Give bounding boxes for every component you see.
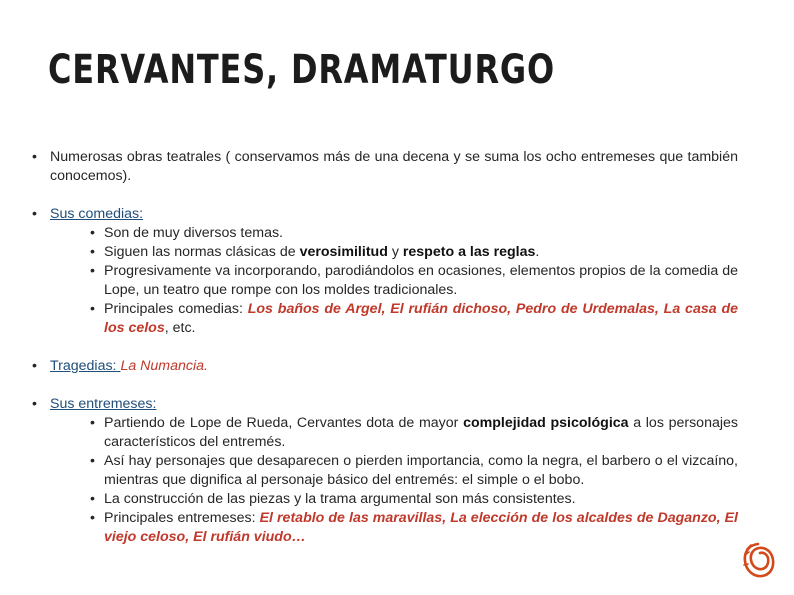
intro-text: Numerosas obras teatrales ( conservamos más de una decena y se suma los ocho entremeses que también conocemos). (50, 149, 738, 184)
item-text: , etc. (164, 320, 196, 336)
section-comedias (32, 205, 738, 338)
tragedias-work: La Numancia. (120, 358, 208, 374)
item-text: a los personajes característicos del entremés. (104, 415, 738, 450)
item-text: . (535, 244, 540, 260)
item-text: Progresivamente va incorporando, parodiándolos en ocasiones, elementos propios de la comedia de Lope, un teatro que rompe con los moldes tradicionales. (104, 263, 738, 298)
entremeses-item-1 (50, 414, 738, 452)
bullet-marker: • (32, 149, 37, 165)
bullet-marker: • (90, 491, 95, 507)
comedias-item-3 (50, 262, 738, 300)
bullet-marker: • (90, 453, 95, 469)
tragedias-heading[interactable]: Tragedias: (50, 358, 121, 374)
works-list: Los baños de Argel, El rufián dichoso, Pedro de Urdemalas, La casa de los celos (104, 301, 738, 336)
bullet-marker: • (90, 415, 95, 431)
entremeses-item-4 (50, 509, 738, 547)
item-text: Siguen las normas clásicas de (104, 244, 300, 260)
bold-term: respeto a las reglas (402, 244, 536, 260)
bullet-marker: • (32, 358, 37, 374)
bullet-marker: • (90, 225, 95, 241)
bullet-marker: • (90, 301, 95, 317)
item-text: La construcción de las piezas y la trama argumental son más consistentes. (104, 491, 576, 507)
section-entremeses (32, 395, 738, 547)
slide-title: CERVANTES, DRAMATURGO (48, 47, 555, 93)
comedias-item-1 (50, 224, 738, 243)
slide-content (32, 148, 738, 566)
item-text: y (387, 244, 403, 260)
item-text: Principales entremeses: (104, 510, 260, 526)
item-text: Principales comedias: (104, 301, 248, 317)
item-text: Son de muy diversos temas. (104, 225, 283, 241)
bullet-intro (32, 148, 738, 186)
section-tragedias (32, 357, 738, 376)
comedias-heading[interactable]: Sus comedias: (50, 206, 144, 222)
bullet-marker: • (32, 206, 37, 222)
entremeses-item-2 (50, 452, 738, 490)
entremeses-item-3 (50, 490, 738, 509)
bullet-marker: • (90, 510, 95, 526)
swirl-icon (742, 540, 776, 580)
bullet-marker: • (90, 263, 95, 279)
bullet-marker: • (90, 244, 95, 260)
bullet-marker: • (32, 396, 37, 412)
comedias-item-4 (50, 300, 738, 338)
entremeses-heading[interactable]: Sus entremeses: (50, 396, 157, 412)
bold-term: verosimilitud (299, 244, 388, 260)
comedias-item-2 (50, 243, 738, 262)
works-list: El retablo de las maravillas, La elección de los alcaldes de Daganzo, El viejo celoso, El rufián viudo… (104, 510, 738, 545)
bold-term: complejidad psicológica (463, 415, 629, 431)
item-text: Así hay personajes que desaparecen o pierden importancia, como la negra, el barbero o el vizcaíno, mientras que dignifica al personaje básico del entremés: el simple o el bobo. (104, 453, 738, 488)
item-text: Partiendo de Lope de Rueda, Cervantes dota de mayor (104, 415, 464, 431)
